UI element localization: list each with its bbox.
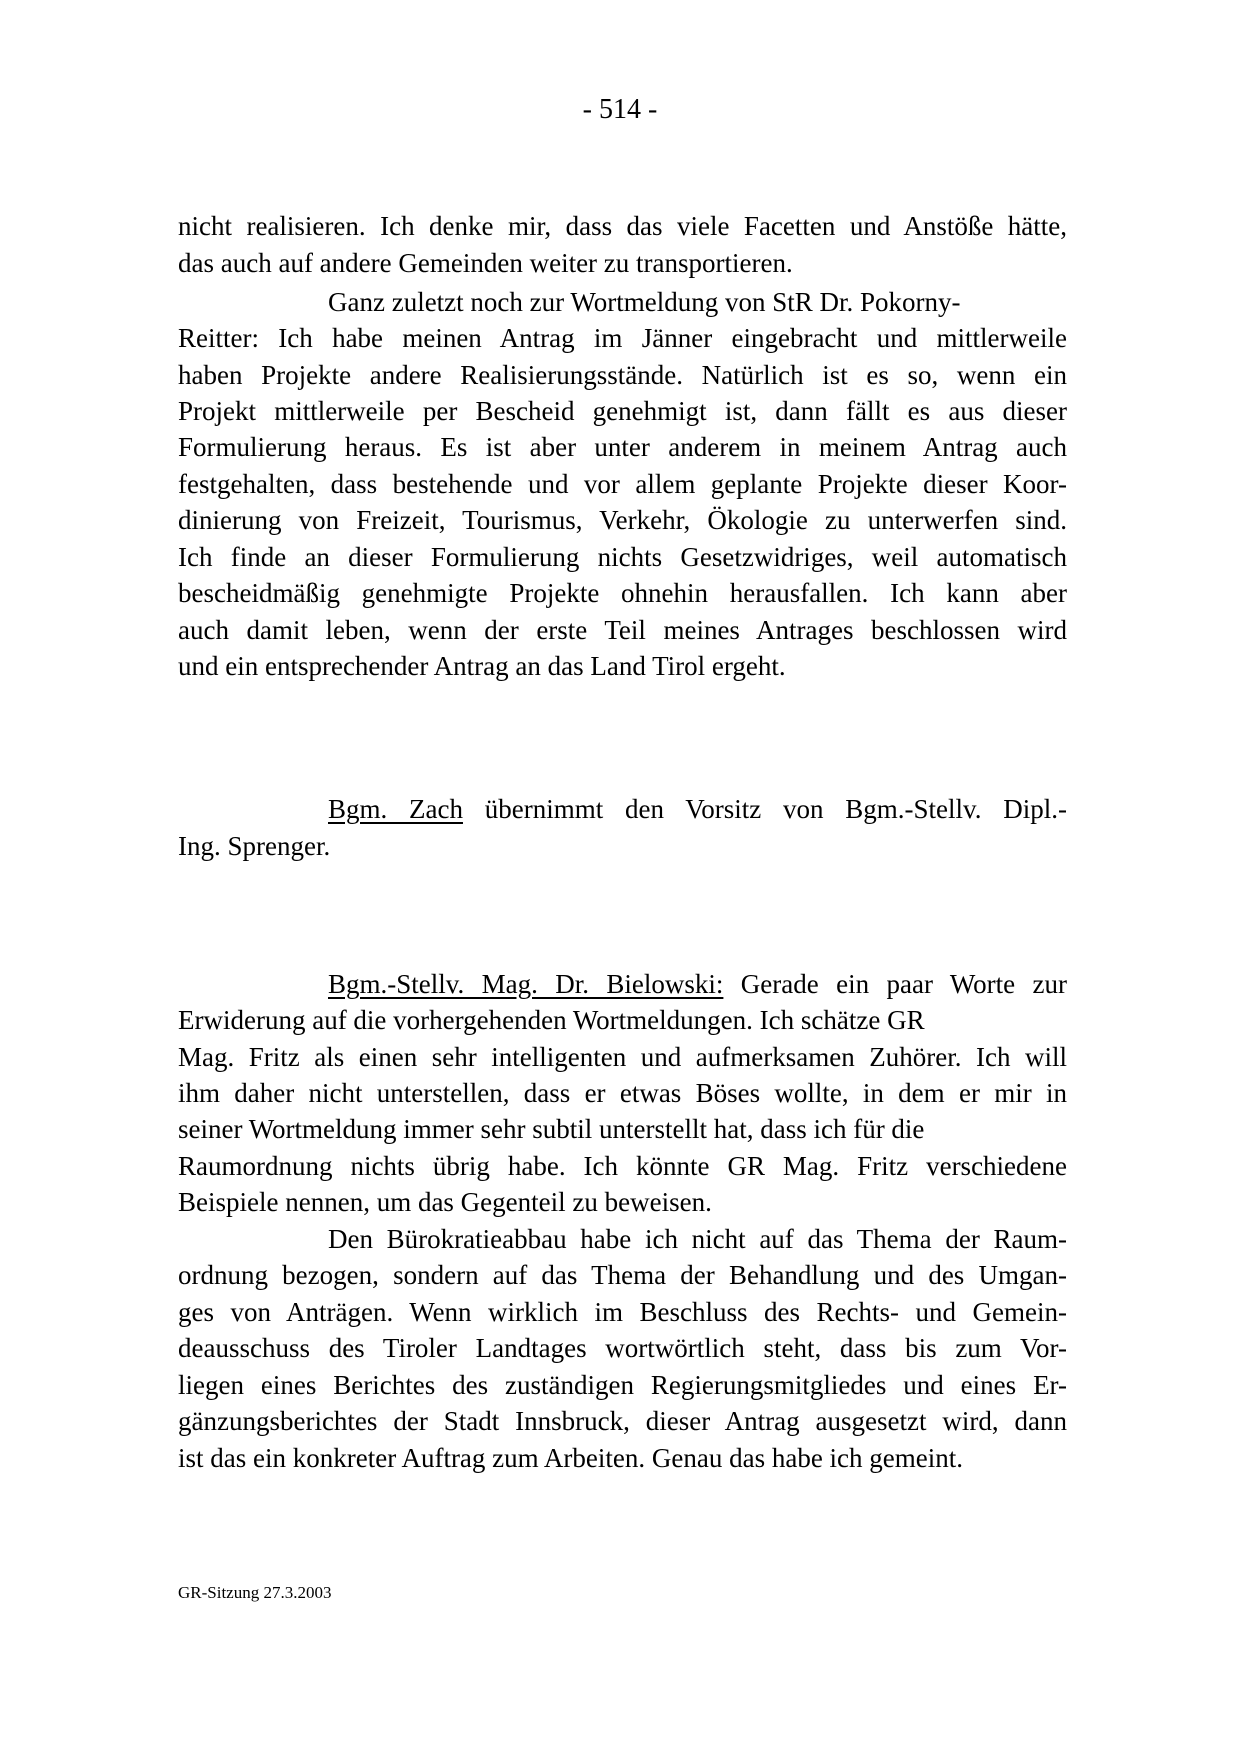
text-line: auch damit leben, wenn der erste Teil meines Antrages beschlossen wird [178, 615, 1067, 645]
text-line: Ganz zuletzt noch zur Wortmeldung von StR Dr. Pokorny- [328, 287, 961, 317]
text-line: Raumordnung nichts übrig habe. Ich könnte GR Mag. Fritz verschiedene [178, 1151, 1067, 1181]
text-line: ges von Anträgen. Wenn wirklich im Beschluss des Rechts- und Gemein- [178, 1297, 1067, 1327]
text-line: Mag. Fritz als einen sehr intelligenten und aufmerksamen Zuhörer. Ich will [178, 1042, 1067, 1072]
text-line: Projekt mittlerweile per Bescheid genehmigt ist, dann fällt es aus dieser [178, 396, 1067, 426]
text-line: das auch auf andere Gemeinden weiter zu transportieren. [178, 248, 793, 278]
page-number: - 514 - [582, 94, 658, 125]
text-line: liegen eines Berichtes des zuständigen Regierungsmitgliedes und eines Er- [178, 1370, 1067, 1400]
text-line: Formulierung heraus. Es ist aber unter anderem in meinem Antrag auch [178, 432, 1067, 462]
text-line: dinierung von Freizeit, Tourismus, Verkehr, Ökologie zu unterwerfen sind. [178, 505, 1067, 535]
text-line: gänzungsberichtes der Stadt Innsbruck, dieser Antrag ausgesetzt wird, dann [178, 1406, 1067, 1436]
text-line: ist das ein konkreter Auftrag zum Arbeiten. Genau das habe ich gemeint. [178, 1443, 964, 1473]
text-line: deausschuss des Tiroler Landtages wortwörtlich steht, dass bis zum Vor- [178, 1333, 1067, 1363]
text-line: Ing. Sprenger. [178, 831, 331, 861]
speaker-name: Bgm. Zach [328, 794, 463, 824]
speech-first-line [328, 966, 1067, 1002]
text-line: Erwiderung auf die vorhergehenden Wortmeldungen. Ich schätze GR [178, 1005, 925, 1035]
text-span: übernimmt den Vorsitz von Bgm.-Stellv. Dipl.- [462, 794, 1067, 824]
text-line: Beispiele nennen, um das Gegenteil zu beweisen. [178, 1187, 712, 1217]
text-span: Gerade ein paar Worte zur [723, 969, 1068, 999]
text-line: ihm daher nicht unterstellen, dass er etwas Böses wollte, in dem er mir in [178, 1078, 1067, 1108]
text-line: und ein entsprechender Antrag an das Land Tirol ergeht. [178, 651, 786, 681]
text-line: nicht realisieren. Ich denke mir, dass das viele Facetten und Anstöße hätte, [178, 211, 1067, 241]
text-line: seiner Wortmeldung immer sehr subtil unterstellt hat, dass ich für die [178, 1114, 925, 1144]
text-line: haben Projekte andere Realisierungsstände. Natürlich ist es so, wenn ein [178, 360, 1067, 390]
text-line: Ich finde an dieser Formulierung nichts Gesetzwidriges, weil automatisch [178, 542, 1067, 572]
text-line: ordnung bezogen, sondern auf das Thema der Behandlung und des Umgan- [178, 1260, 1067, 1290]
text-line: Reitter: Ich habe meinen Antrag im Jänner eingebracht und mittlerweile [178, 323, 1067, 353]
chair-change-line [328, 791, 1067, 827]
text-line: bescheidmäßig genehmigte Projekte ohnehin herausfallen. Ich kann aber [178, 578, 1067, 608]
footer: GR-Sitzung 27.3.2003 [178, 1583, 332, 1602]
text-line: Den Bürokratieabbau habe ich nicht auf das Thema der Raum- [328, 1224, 1067, 1254]
text-line: festgehalten, dass bestehende und vor allem geplante Projekte dieser Koor- [178, 469, 1067, 499]
speaker-name: Bgm.-Stellv. Mag. Dr. Bielowski: [328, 969, 724, 999]
